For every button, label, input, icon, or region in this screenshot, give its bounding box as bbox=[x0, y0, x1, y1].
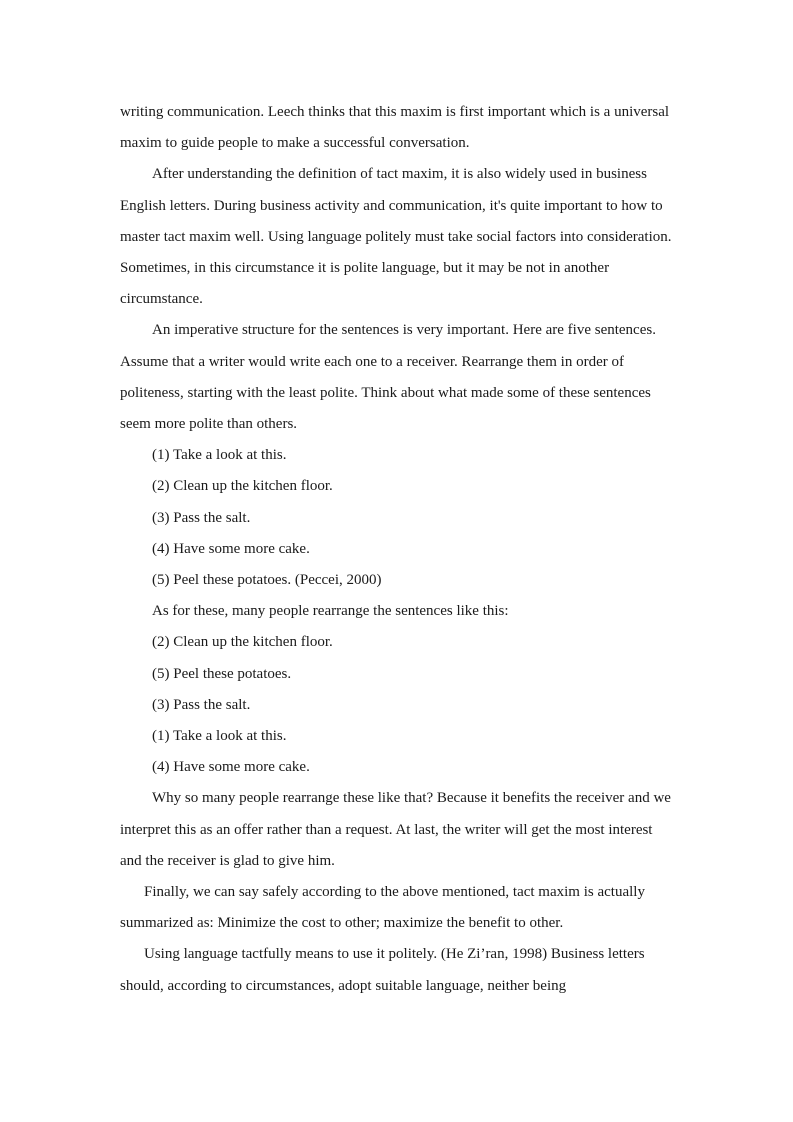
list-item: (2) Clean up the kitchen floor. bbox=[152, 634, 333, 651]
paragraph-imperative-structure: An imperative structure for the sentences is very important. Here are five sentences. Assume that a writer would write each one to a receiver. Rearrange them in order of politeness, starting with the least polite. Think about what made some of these sentences seem more polite than others. bbox=[120, 322, 656, 433]
paragraph-using-language: Using language tactfully means to use it politely. (He Zi’ran, 1998) Business letters should, according to circumstances, adopt suitable language, neither being bbox=[120, 946, 645, 994]
page-body bbox=[120, 97, 676, 1002]
paragraph-rearrange-intro: As for these, many people rearrange the sentences like this: bbox=[152, 603, 509, 620]
list-item: (3) Pass the salt. bbox=[152, 696, 251, 713]
list-item: (5) Peel these potatoes. bbox=[152, 665, 292, 682]
paragraph-why-rearrange: Why so many people rearrange these like that? Because it benefits the receiver and we interpret this as an offer rather than a request. At last, the writer will get the most interest and the receiver is glad to give him. bbox=[120, 790, 671, 869]
list-item: (1) Take a look at this. bbox=[152, 728, 287, 745]
list-item: (2) Clean up the kitchen floor. bbox=[152, 478, 333, 495]
list-item: (4) Have some more cake. bbox=[152, 759, 310, 776]
paragraph-finally: Finally, we can say safely according to the above mentioned, tact maxim is actually summarized as: Minimize the cost to other; maximize the benefit to other. bbox=[120, 884, 645, 932]
list-item: (3) Pass the salt. bbox=[152, 509, 251, 526]
list-item: (5) Peel these potatoes. (Peccei, 2000) bbox=[152, 572, 382, 589]
list-item: (1) Take a look at this. bbox=[152, 447, 287, 464]
paragraph-tact-maxim-business: After understanding the definition of tact maxim, it is also widely used in business English letters. During business activity and communication, it's quite important to how to master tact maxim well. Using language politely must take social factors into consideration. Sometimes, in this circumstance it is polite language, but it may be not in another circumstance. bbox=[120, 166, 672, 308]
list-item: (4) Have some more cake. bbox=[152, 540, 310, 557]
paragraph-continuation: writing communication. Leech thinks that this maxim is first important which is a universal maxim to guide people to make a successful conversation. bbox=[120, 104, 670, 152]
